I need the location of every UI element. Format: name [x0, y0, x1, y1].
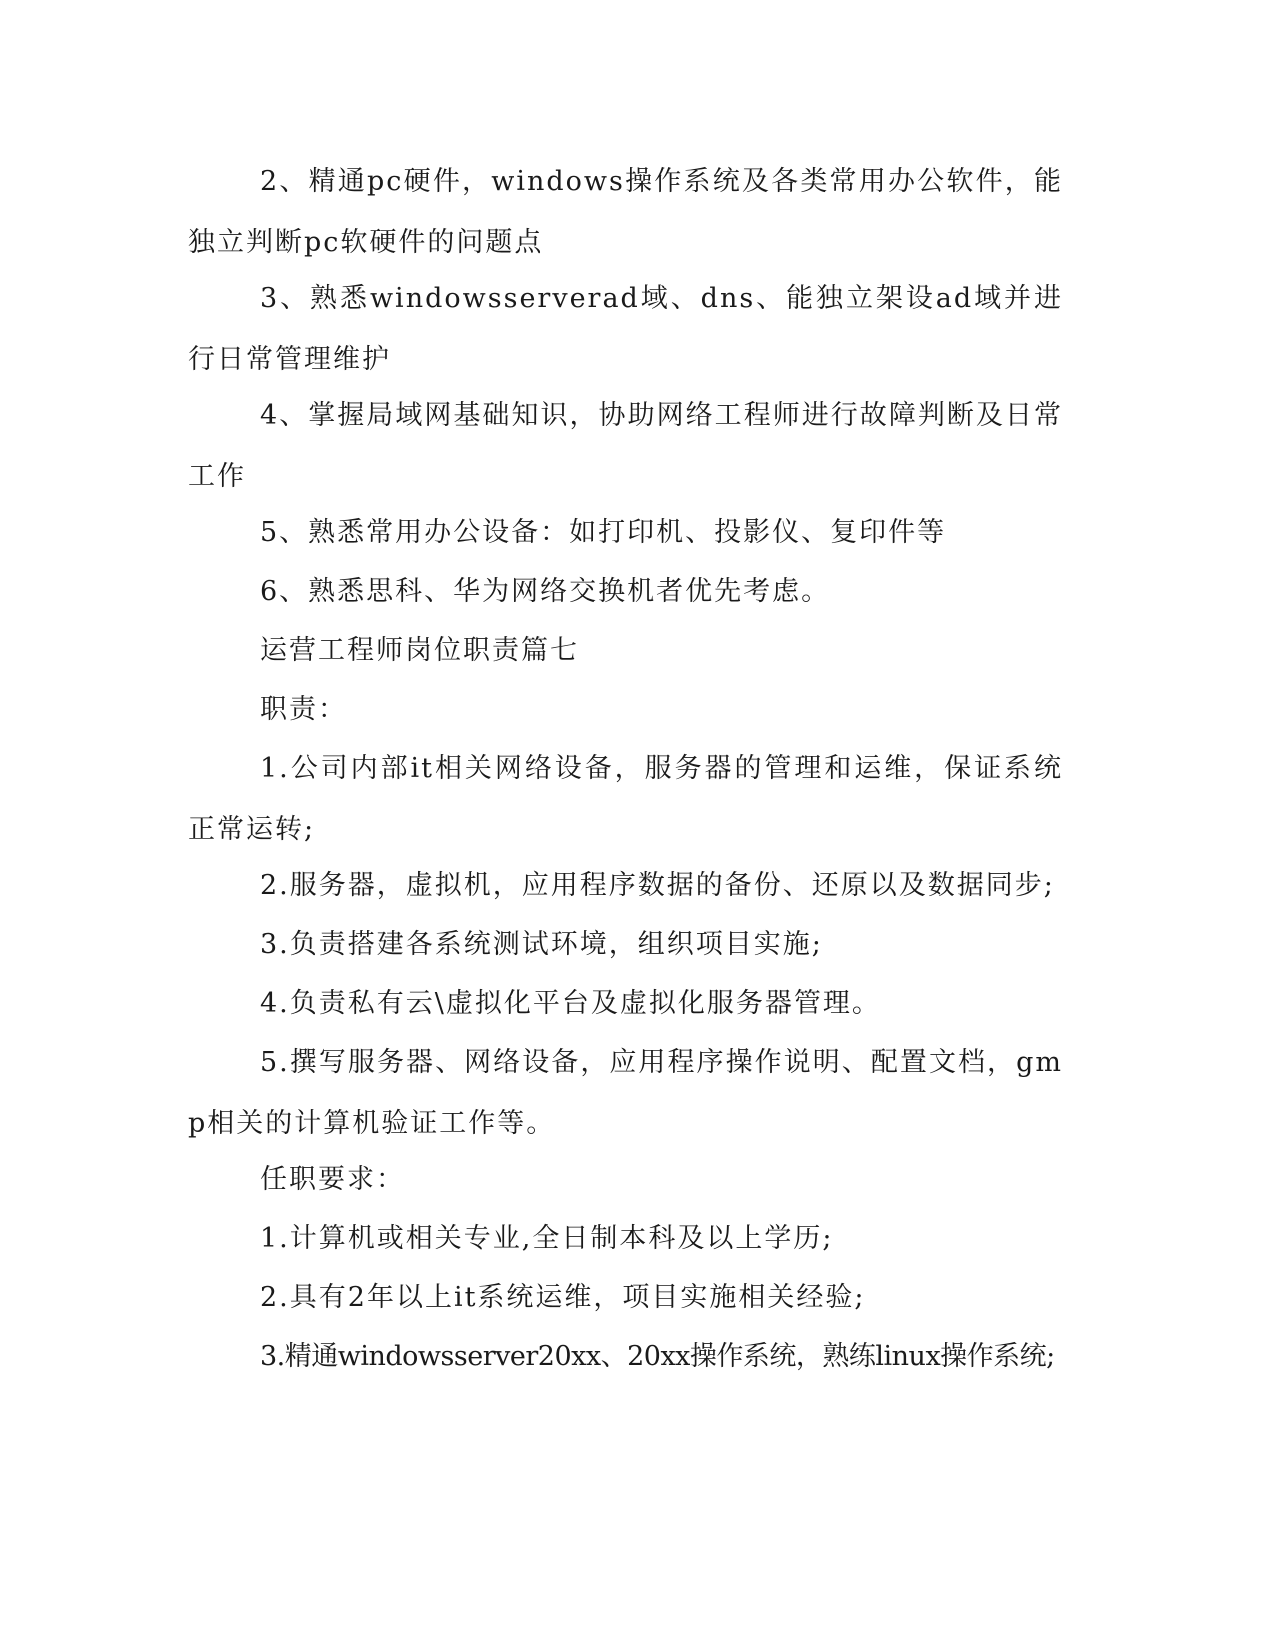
requirement-item-3: 3.精通windowsserver20xx、20xx操作系统，熟练linux操作系统;	[260, 1341, 1055, 1372]
paragraph-ad-domain: 3、熟悉windowsserverad域、dns、能独立架设ad域并进行日常管理维护	[188, 283, 1063, 375]
section-heading: 运营工程师岗位职责篇七	[260, 635, 579, 666]
duty-item-4: 4.负责私有云\虚拟化平台及虚拟化服务器管理。	[260, 988, 881, 1019]
duty-item-5: 5.撰写服务器、网络设备，应用程序操作说明、配置文档，gmp相关的计算机验证工作等。	[188, 1047, 1063, 1139]
duties-heading: 职责：	[260, 694, 347, 725]
paragraph-lan-knowledge: 4、掌握局域网基础知识，协助网络工程师进行故障判断及日常工作	[188, 400, 1063, 492]
duty-item-2: 2.服务器，虚拟机，应用程序数据的备份、还原以及数据同步;	[260, 870, 1055, 901]
duty-item-3: 3.负责搭建各系统测试环境，组织项目实施;	[260, 929, 823, 960]
requirements-heading: 任职要求：	[260, 1164, 405, 1195]
paragraph-office-devices: 5、熟悉常用办公设备：如打印机、投影仪、复印件等	[260, 517, 947, 548]
requirement-item-1: 1.计算机或相关专业,全日制本科及以上学历;	[260, 1223, 834, 1254]
paragraph-hardware-skills: 2、精通pc硬件，windows操作系统及各类常用办公软件，能独立判断pc软硬件的问题点	[188, 166, 1063, 258]
paragraph-switch-preference: 6、熟悉思科、华为网络交换机者优先考虑。	[260, 576, 831, 607]
duty-item-1: 1.公司内部it相关网络设备，服务器的管理和运维，保证系统正常运转;	[188, 753, 1063, 845]
requirement-item-2: 2.具有2年以上it系统运维，项目实施相关经验;	[260, 1282, 866, 1313]
